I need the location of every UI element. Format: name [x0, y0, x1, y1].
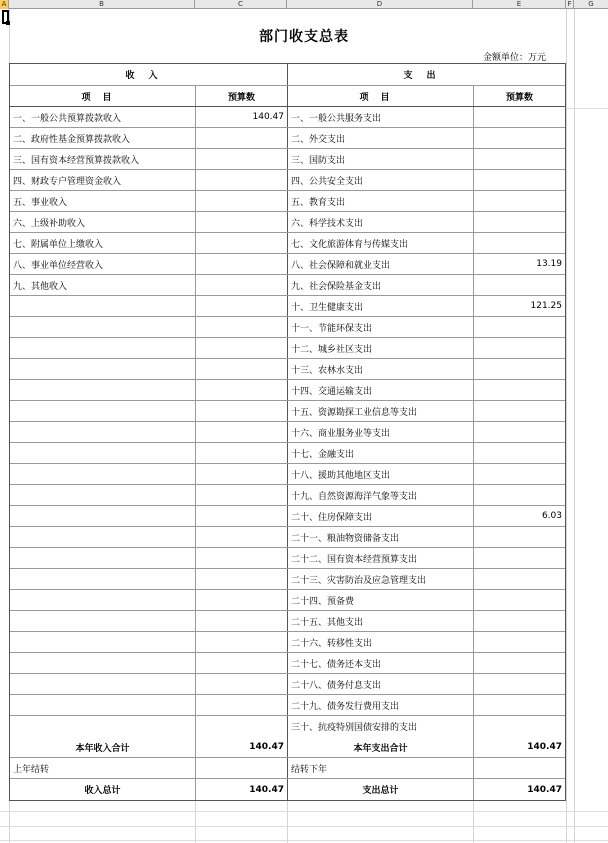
income-value-cell[interactable] [196, 275, 288, 295]
table-row [10, 212, 565, 233]
table-row [10, 632, 565, 653]
table-row [10, 527, 565, 548]
column-header-a[interactable]: A [0, 0, 9, 9]
income-value-cell[interactable] [196, 170, 288, 190]
expense-item-cell[interactable]: 十七、金融支出 [288, 443, 474, 463]
income-item-cell[interactable] [10, 653, 196, 673]
subtotal-row [10, 737, 565, 758]
expense-value-cell[interactable] [474, 170, 565, 190]
income-item-cell[interactable]: 七、附属单位上缴收入 [10, 233, 196, 253]
table-subheader-row [10, 86, 565, 107]
income-item-cell[interactable] [10, 380, 196, 400]
income-item-cell[interactable]: 二、政府性基金预算拨款收入 [10, 128, 196, 148]
expense-value-cell[interactable] [474, 611, 565, 631]
income-section-header[interactable]: 收入 [10, 64, 288, 85]
expense-value-cell[interactable] [474, 422, 565, 442]
expense-total-label[interactable]: 支出总计 [288, 779, 474, 800]
income-item-cell[interactable]: 一、一般公共预算拨款收入 [10, 107, 196, 127]
expense-value-cell[interactable] [474, 317, 565, 337]
income-item-cell[interactable] [10, 317, 196, 337]
column-header-g[interactable]: G [588, 0, 594, 8]
income-item-cell[interactable] [10, 695, 196, 715]
expense-item-cell[interactable]: 九、社会保险基金支出 [288, 275, 474, 295]
carry-out-value[interactable] [474, 758, 565, 778]
expense-item-cell[interactable]: 二十七、债务还本支出 [288, 653, 474, 673]
expense-value-cell[interactable] [474, 359, 565, 379]
income-value-cell[interactable] [196, 611, 288, 631]
expense-item-cell[interactable]: 十、卫生健康支出 [288, 296, 474, 316]
expense-value-cell[interactable] [474, 485, 565, 505]
expense-value-cell[interactable] [474, 464, 565, 484]
page-title: 部门收支总表 [259, 29, 349, 45]
carry-out-label[interactable]: 结转下年 [288, 758, 474, 778]
table-header-row [10, 64, 565, 86]
income-item-cell[interactable]: 四、财政专户管理资金收入 [10, 170, 196, 190]
income-item-cell[interactable]: 六、上级补助收入 [10, 212, 196, 232]
column-header-d[interactable]: D [287, 0, 473, 9]
expense-value-cell[interactable] [474, 212, 565, 232]
gridline [566, 108, 608, 109]
income-item-cell[interactable]: 五、事业收入 [10, 191, 196, 211]
expense-item-cell[interactable]: 二十八、债务付息支出 [288, 674, 474, 694]
income-value-cell[interactable] [196, 527, 288, 547]
income-value-cell[interactable] [196, 569, 288, 589]
expense-value-cell[interactable] [474, 233, 565, 253]
expense-value-cell[interactable] [474, 380, 565, 400]
carryover-row [10, 758, 565, 779]
expense-value-cell[interactable] [474, 107, 565, 127]
expense-item-cell[interactable]: 四、公共安全支出 [288, 170, 474, 190]
income-item-cell[interactable]: 九、其他收入 [10, 275, 196, 295]
gridline [0, 840, 608, 841]
gridline [473, 800, 474, 843]
budget-summary-table [9, 63, 566, 801]
table-row [10, 296, 565, 317]
expense-item-cell[interactable]: 十九、自然资源海洋气象等支出 [288, 485, 474, 505]
income-subtotal-value[interactable]: 140.47 [196, 737, 288, 757]
table-row [10, 485, 565, 506]
income-value-cell[interactable] [196, 191, 288, 211]
income-item-cell[interactable] [10, 506, 196, 526]
income-value-cell[interactable] [196, 401, 288, 421]
income-value-cell[interactable] [196, 464, 288, 484]
table-row [10, 674, 565, 695]
table-row [10, 443, 565, 464]
expense-value-cell[interactable] [474, 443, 565, 463]
column-header-f[interactable]: F [566, 0, 574, 9]
expense-value-cell[interactable]: 13.19 [536, 259, 562, 269]
expense-item-cell[interactable]: 二十三、灾害防治及应急管理支出 [288, 569, 474, 589]
table-row [10, 548, 565, 569]
income-item-cell[interactable]: 八、事业单位经营收入 [10, 254, 196, 274]
table-row [10, 716, 565, 737]
table-row [10, 401, 565, 422]
income-item-cell[interactable] [10, 464, 196, 484]
income-item-cell[interactable] [10, 590, 196, 610]
income-item-cell[interactable] [10, 422, 196, 442]
expense-value-cell[interactable] [474, 674, 565, 694]
income-value-cell[interactable] [196, 149, 288, 169]
active-cell-cursor[interactable] [2, 10, 9, 24]
income-value-cell[interactable] [196, 422, 288, 442]
expense-value-cell[interactable] [474, 128, 565, 148]
expense-item-cell[interactable]: 十五、资源勘探工业信息等支出 [288, 401, 474, 421]
expense-value-cell[interactable] [474, 338, 565, 358]
income-value-cell[interactable] [196, 128, 288, 148]
expense-item-cell[interactable]: 二十九、债务发行费用支出 [288, 695, 474, 715]
expense-subtotal-value[interactable]: 140.47 [527, 742, 562, 752]
expense-item-cell[interactable]: 二十四、预备费 [288, 590, 474, 610]
table-row [10, 506, 565, 527]
table-body [10, 107, 565, 737]
column-header-c[interactable]: C [195, 0, 287, 9]
expense-value-cell[interactable] [474, 590, 565, 610]
expense-item-cell[interactable]: 十八、援助其他地区支出 [288, 464, 474, 484]
expense-item-cell[interactable]: 七、文化旅游体育与传媒支出 [288, 233, 474, 253]
income-value-cell[interactable] [196, 254, 288, 274]
table-row [10, 464, 565, 485]
expense-value-cell[interactable] [474, 632, 565, 652]
expense-value-cell[interactable] [474, 191, 565, 211]
gridline [0, 811, 608, 812]
column-header-b[interactable]: B [9, 0, 195, 9]
table-row [10, 359, 565, 380]
expense-item-cell[interactable]: 十二、城乡社区支出 [288, 338, 474, 358]
table-row [10, 191, 565, 212]
expense-item-cell[interactable]: 十四、交通运输支出 [288, 380, 474, 400]
expense-total-value[interactable]: 140.47 [527, 784, 562, 795]
income-item-cell[interactable] [10, 674, 196, 694]
income-item-cell[interactable] [10, 359, 196, 379]
expense-value-cell[interactable] [474, 275, 565, 295]
income-value-cell[interactable] [196, 338, 288, 358]
expense-item-header[interactable]: 项目 [288, 86, 474, 106]
expense-value-cell[interactable]: 6.03 [541, 511, 562, 521]
income-value-cell[interactable] [196, 716, 288, 737]
table-row [10, 569, 565, 590]
expense-item-cell[interactable]: 二、外交支出 [288, 128, 474, 148]
expense-item-cell[interactable]: 三十、抗疫特别国债安排的支出 [288, 716, 474, 737]
table-row [10, 317, 565, 338]
gridline [287, 800, 288, 843]
income-value-cell[interactable] [196, 296, 288, 316]
income-value-cell[interactable] [196, 233, 288, 253]
income-item-cell[interactable] [10, 716, 196, 737]
income-total-label[interactable]: 收入总计 [10, 779, 196, 800]
table-row [10, 128, 565, 149]
expense-item-cell[interactable]: 二十五、其他支出 [288, 611, 474, 631]
income-item-cell[interactable]: 三、国有资本经营预算拨款收入 [10, 149, 196, 169]
expense-item-cell[interactable]: 二十六、转移性支出 [288, 632, 474, 652]
expense-item-cell[interactable]: 五、教育支出 [288, 191, 474, 211]
table-row [10, 254, 565, 275]
expense-item-cell[interactable]: 十一、节能环保支出 [288, 317, 474, 337]
column-header-e[interactable]: E [473, 0, 566, 9]
income-value-cell[interactable] [196, 653, 288, 673]
income-value-cell[interactable] [196, 212, 288, 232]
carry-in-label[interactable]: 上年结转 [10, 758, 196, 778]
gridline [566, 9, 567, 843]
table-row [10, 380, 565, 401]
income-value-cell[interactable] [196, 317, 288, 337]
income-value-cell[interactable] [196, 443, 288, 463]
expense-item-cell[interactable]: 十三、农林水支出 [288, 359, 474, 379]
table-row [10, 338, 565, 359]
expense-item-cell[interactable]: 三、国防支出 [288, 149, 474, 169]
income-value-cell[interactable] [196, 674, 288, 694]
expense-item-cell[interactable]: 八、社会保障和就业支出 [288, 254, 474, 274]
income-value-cell[interactable] [196, 695, 288, 715]
income-value-cell[interactable] [196, 380, 288, 400]
expense-item-cell[interactable]: 六、科学技术支出 [288, 212, 474, 232]
income-value-cell[interactable] [196, 632, 288, 652]
income-value-cell[interactable] [196, 359, 288, 379]
income-value-cell[interactable] [196, 590, 288, 610]
table-row [10, 422, 565, 443]
income-item-cell[interactable] [10, 548, 196, 568]
gridline [574, 9, 575, 843]
income-item-cell[interactable] [10, 296, 196, 316]
expense-budget-header[interactable]: 预算数 [505, 92, 533, 103]
column-header-bar [0, 0, 608, 9]
table-row [10, 107, 565, 128]
income-value-cell[interactable] [196, 548, 288, 568]
income-item-cell[interactable] [10, 611, 196, 631]
income-item-cell[interactable] [10, 338, 196, 358]
income-item-header[interactable]: 项目 [10, 86, 196, 106]
income-item-cell[interactable] [10, 569, 196, 589]
expense-item-cell[interactable]: 二十、住房保障支出 [288, 506, 474, 526]
carry-in-value[interactable] [196, 758, 288, 778]
expense-item-cell[interactable]: 一、一般公共服务支出 [288, 107, 474, 127]
unit-label: 金额单位：万元 [482, 53, 546, 63]
table-row [10, 233, 565, 254]
expense-value-cell[interactable]: 121.25 [530, 301, 562, 311]
table-row [10, 653, 565, 674]
gridline [195, 800, 196, 843]
income-total-value[interactable]: 140.47 [196, 779, 288, 800]
table-row [10, 149, 565, 170]
expense-value-cell[interactable] [474, 716, 565, 737]
table-row [10, 590, 565, 611]
expense-value-cell[interactable] [474, 653, 565, 673]
table-row [10, 611, 565, 632]
income-item-cell[interactable] [10, 527, 196, 547]
income-budget-header[interactable]: 预算数 [196, 86, 288, 106]
expense-subtotal-label[interactable]: 本年支出合计 [288, 737, 474, 757]
expense-value-cell[interactable] [474, 695, 565, 715]
expense-item-cell[interactable]: 十六、商业服务业等支出 [288, 422, 474, 442]
income-value-cell[interactable] [196, 506, 288, 526]
income-item-cell[interactable] [10, 401, 196, 421]
expense-value-cell[interactable] [474, 548, 565, 568]
income-subtotal-label[interactable]: 本年收入合计 [10, 737, 196, 757]
expense-value-cell[interactable] [474, 527, 565, 547]
total-row [10, 779, 565, 800]
gridline [0, 826, 608, 827]
table-row [10, 275, 565, 296]
table-row [10, 170, 565, 191]
expense-section-header[interactable]: 支出 [403, 71, 450, 81]
expense-value-cell[interactable] [474, 401, 565, 421]
expense-item-cell[interactable]: 二十二、国有资本经营预算支出 [288, 548, 474, 568]
expense-value-cell[interactable] [474, 149, 565, 169]
expense-item-cell[interactable]: 二十一、粮油物资储备支出 [288, 527, 474, 547]
income-value-cell[interactable] [196, 485, 288, 505]
income-item-cell[interactable] [10, 485, 196, 505]
table-row [10, 695, 565, 716]
income-value-cell[interactable]: 140.47 [196, 107, 288, 127]
expense-value-cell[interactable] [474, 569, 565, 589]
income-item-cell[interactable] [10, 443, 196, 463]
income-item-cell[interactable] [10, 632, 196, 652]
